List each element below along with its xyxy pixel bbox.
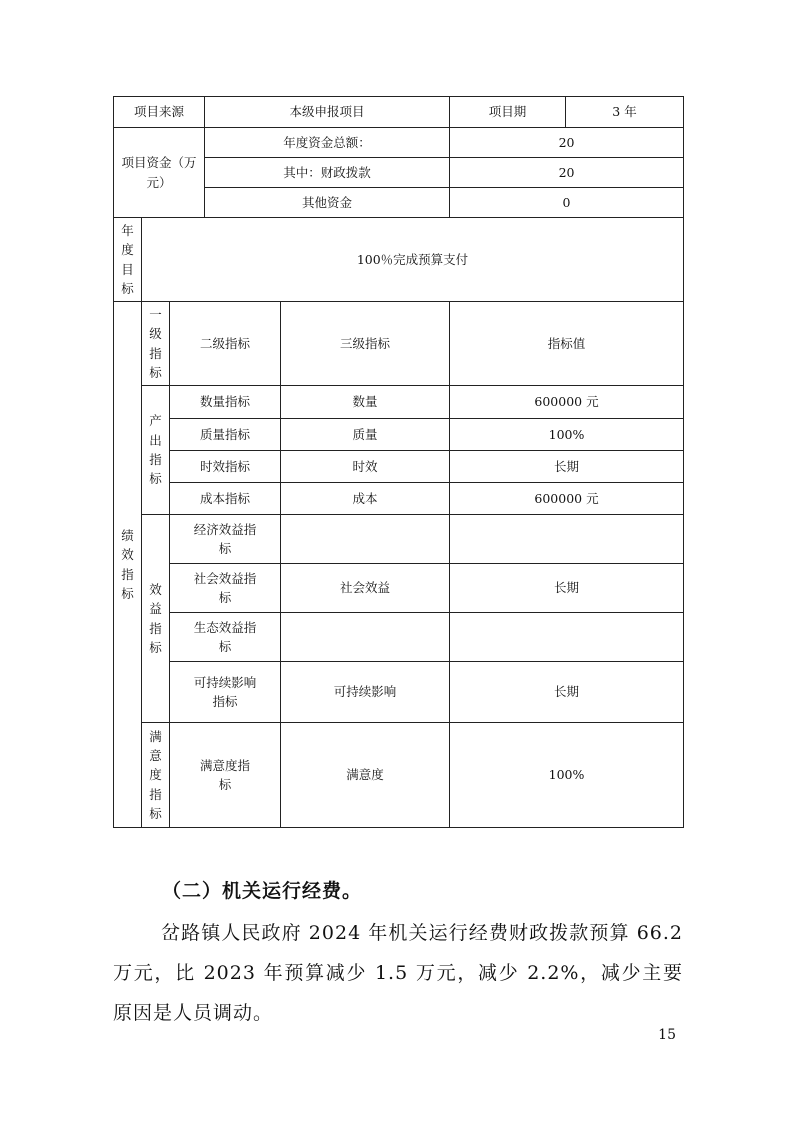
level3-cell: 质量 bbox=[281, 419, 450, 451]
level3-cell: 可持续影响 bbox=[281, 662, 450, 723]
other-funds-label: 其他资金 bbox=[205, 188, 450, 218]
table-row bbox=[114, 483, 684, 515]
indicator-value-header: 指标值 bbox=[450, 302, 684, 386]
level3-cell: 成本 bbox=[281, 483, 450, 515]
level2-header: 二级指标 bbox=[170, 302, 281, 386]
table-row bbox=[114, 218, 684, 302]
other-funds-value: 0 bbox=[450, 188, 684, 218]
indicator-value-cell: 600000 元 bbox=[450, 386, 684, 419]
table-row bbox=[114, 613, 684, 662]
performance-table bbox=[113, 96, 684, 828]
performance-indicator-label-text: 绩效指标 bbox=[121, 527, 134, 601]
table-row bbox=[114, 723, 684, 828]
level2-cell bbox=[170, 662, 281, 723]
level1-header-text: 一级指标 bbox=[149, 306, 162, 380]
fiscal-funds-label: 其中：财政拨款 bbox=[205, 158, 450, 188]
project-source-label: 项目来源 bbox=[114, 97, 205, 128]
annual-total-label: 年度资金总额： bbox=[205, 128, 450, 158]
level3-cell: 满意度 bbox=[281, 723, 450, 828]
level3-cell bbox=[281, 515, 450, 564]
level2-cell bbox=[170, 723, 281, 828]
annual-goal-label bbox=[114, 218, 142, 302]
level2-cell: 成本指标 bbox=[170, 483, 281, 515]
table-row bbox=[114, 451, 684, 483]
project-period-value: 3 年 bbox=[566, 97, 684, 128]
indicator-value-cell: 长期 bbox=[450, 564, 684, 613]
section-heading: （二）机关运行经费。 bbox=[162, 880, 363, 902]
level2-cell bbox=[170, 564, 281, 613]
table-row bbox=[114, 564, 684, 613]
level3-cell: 社会效益 bbox=[281, 564, 450, 613]
indicator-value-cell bbox=[450, 613, 684, 662]
project-period-label: 项目期 bbox=[450, 97, 566, 128]
project-funds-text: 项目资金（万元） bbox=[121, 155, 197, 190]
level2-text: 社会效益指标 bbox=[193, 570, 257, 605]
level2-text: 满意度指标 bbox=[199, 757, 250, 792]
benefit-indicator-label bbox=[142, 515, 170, 723]
benefit-indicator-label-text: 效益指标 bbox=[149, 581, 162, 655]
level2-cell bbox=[170, 515, 281, 564]
level3-cell bbox=[281, 613, 450, 662]
table-row bbox=[114, 419, 684, 451]
level2-cell bbox=[170, 613, 281, 662]
table-row bbox=[114, 128, 684, 158]
indicator-value-cell: 长期 bbox=[450, 662, 684, 723]
annual-goal-value: 100％完成预算支付 bbox=[142, 218, 684, 302]
level3-header: 三级指标 bbox=[281, 302, 450, 386]
table-row bbox=[114, 515, 684, 564]
indicator-value-cell: 100% bbox=[450, 723, 684, 828]
fiscal-funds-value: 20 bbox=[450, 158, 684, 188]
output-indicator-label-text: 产出指标 bbox=[149, 413, 162, 487]
annual-goal-label-text: 年度目标 bbox=[121, 222, 134, 296]
table-row bbox=[114, 386, 684, 419]
indicator-value-cell: 600000 元 bbox=[450, 483, 684, 515]
level2-cell: 数量指标 bbox=[170, 386, 281, 419]
indicator-value-cell: 100% bbox=[450, 419, 684, 451]
annual-total-value: 20 bbox=[450, 128, 684, 158]
performance-indicator-label bbox=[114, 302, 142, 828]
satisfaction-indicator-label bbox=[142, 723, 170, 828]
level3-cell: 时效 bbox=[281, 451, 450, 483]
indicator-value-cell bbox=[450, 515, 684, 564]
output-indicator-label bbox=[142, 386, 170, 515]
indicator-value-cell: 长期 bbox=[450, 451, 684, 483]
level1-header bbox=[142, 302, 170, 386]
project-funds-label bbox=[114, 128, 205, 218]
table-row bbox=[114, 97, 684, 128]
project-source-value: 本级申报项目 bbox=[205, 97, 450, 128]
level2-text: 生态效益指标 bbox=[193, 619, 257, 654]
level3-cell: 数量 bbox=[281, 386, 450, 419]
page-number: 15 bbox=[658, 1027, 676, 1043]
level2-text: 可持续影响指标 bbox=[193, 674, 257, 709]
level2-text: 经济效益指标 bbox=[193, 521, 257, 556]
satisfaction-indicator-label-text: 满意度指标 bbox=[149, 728, 162, 822]
body-paragraph: 岔路镇人民政府 2024 年机关运行经费财政拨款预算 66.2 万元，比 2023 年预算减少 1.5 万元，减少 2.2%，减少主要原因是人员调动。 bbox=[113, 922, 683, 1024]
table-header-row bbox=[114, 302, 684, 386]
level2-cell: 时效指标 bbox=[170, 451, 281, 483]
level2-cell: 质量指标 bbox=[170, 419, 281, 451]
table-row bbox=[114, 662, 684, 723]
